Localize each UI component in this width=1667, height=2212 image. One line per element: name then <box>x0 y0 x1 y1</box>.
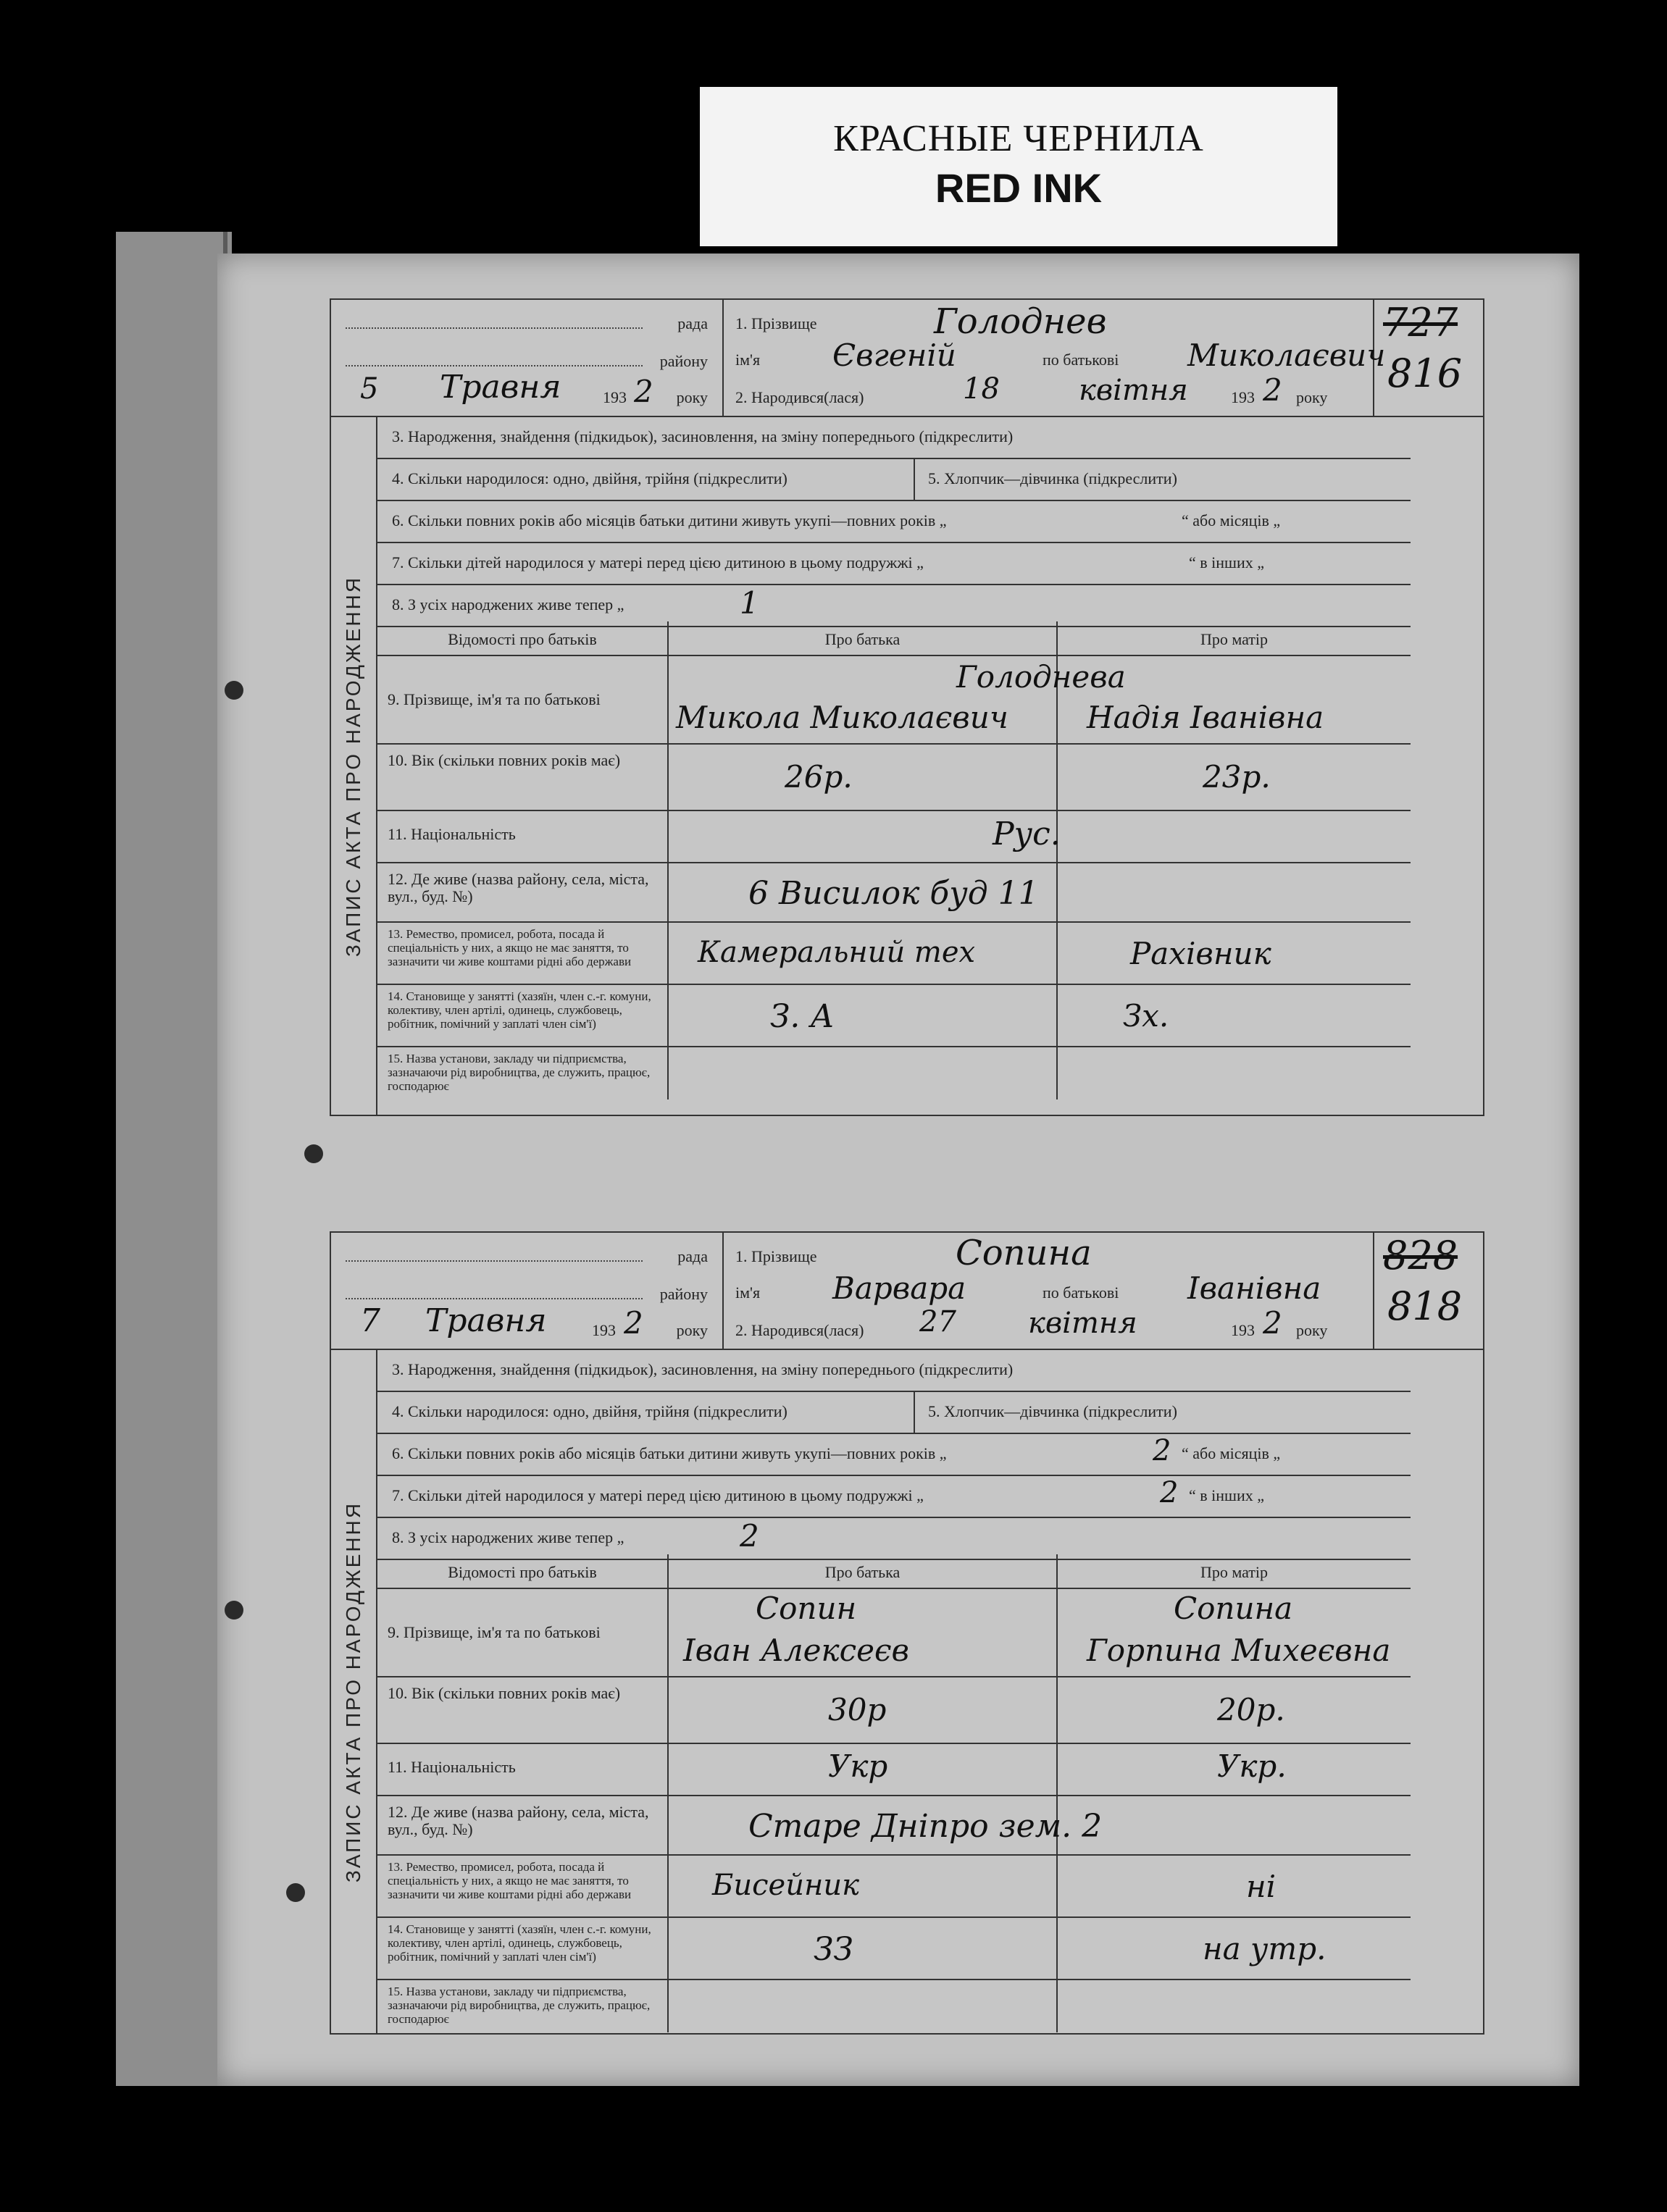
address: 6 Висилок буд 11 <box>748 875 1039 912</box>
rada-label: рада <box>677 1247 708 1265</box>
mother-name: Надія Іванівна <box>1087 700 1324 735</box>
q5-text: 5. Хлопчик—дівчинка (підкреслити) <box>928 469 1177 487</box>
r10-label: 10. Вік (скільки повних років має) <box>388 751 621 769</box>
r13-label: 13. Ремество, промисел, робота, посада й спеціальність у них, а якщо не має заняття, то зазначити чи живе коштами рідні або держави <box>388 1860 632 1901</box>
roku-label: року <box>1296 1321 1328 1339</box>
q8-text: 8. З усіх народжених живе тепер „ <box>392 595 624 613</box>
reg-day: 5 <box>360 372 379 406</box>
father-nationality: Укр <box>828 1748 888 1784</box>
mother-job: ні <box>1246 1869 1277 1904</box>
crossed-register-number: 828 <box>1383 1233 1458 1278</box>
q8-text: 8. З усіх народжених живе тепер „ <box>392 1528 624 1546</box>
year-prefix: 193 <box>1231 388 1255 406</box>
patronymic-label: по батькові <box>1043 351 1119 369</box>
th-father: Про батька <box>824 1563 901 1581</box>
reg-month: Травня <box>425 1302 547 1339</box>
born-month: квітня <box>1028 1307 1137 1340</box>
vertical-title: ЗАПИС АКТА ПРО НАРОДЖЕННЯ <box>331 417 377 1115</box>
born-year-digit: 2 <box>1263 1305 1282 1341</box>
father-name: Іван Алексеєв <box>683 1633 909 1668</box>
rada-label: рада <box>677 314 708 332</box>
q3-text: 3. Народження, знайдення (підкидьок), засиновлення, на зміну попереднього (підкреслити) <box>392 1360 1014 1378</box>
q6-text: 6. Скільки повних років або місяців батьки дитини живуть укупі—повних років „ <box>392 1444 947 1462</box>
r14-label: 14. Становище у занятті (хазяїн, член с.-г. комуни, колективу, член артілі, одинець, службовець, робітник, помічний у заплаті член сім'ї) <box>388 1922 651 1964</box>
label-line-en: RED INK <box>935 165 1103 211</box>
q7-text: 7. Скільки дітей народилося у матері перед цією дитиною в цьому подружжі „ <box>392 1486 924 1504</box>
reg-year-digit: 2 <box>634 374 653 409</box>
previous-sheet <box>116 232 232 2086</box>
q5-text: 5. Хлопчик—дівчинка (підкреслити) <box>928 1402 1177 1420</box>
mother-status: на утр. <box>1203 1931 1327 1966</box>
address: Старе Дніпро зем. 2 <box>748 1808 1103 1845</box>
r15-label: 15. Назва установи, закладу чи підприємства, зазначаючи рід виробництва, де служить, працює, господарює <box>388 1052 651 1093</box>
q7-text: 7. Скільки дітей народилося у матері перед цією дитиною в цьому подружжі „ <box>392 553 924 571</box>
q7b-text: “ в інших „ <box>1189 1486 1265 1504</box>
child-patronymic: Іванівна <box>1187 1270 1321 1306</box>
child-patronymic: Миколаєвич <box>1187 338 1386 373</box>
born-day: 18 <box>963 372 1000 406</box>
year-prefix: 193 <box>592 1321 616 1339</box>
reg-month: Травня <box>440 369 561 406</box>
r12-label: 12. Де живе (назва району, села, міста, вул., буд. №) <box>388 1803 649 1838</box>
mother-age: 23р. <box>1203 759 1271 795</box>
document-page <box>217 254 1579 2086</box>
name-label: ім'я <box>735 1283 761 1302</box>
born-label: 2. Народився(лася) <box>735 1321 864 1339</box>
r10-label: 10. Вік (скільки повних років має) <box>388 1684 621 1702</box>
father-job: Камеральний тех <box>698 936 976 969</box>
mother-age: 20р. <box>1217 1692 1285 1727</box>
r14-label: 14. Становище у занятті (хазяїн, член с.-г. комуни, колективу, член артілі, одинець, службовець, робітник, помічний у заплаті член сім'ї) <box>388 989 651 1031</box>
father-surname: Сопин <box>756 1591 857 1626</box>
punch-hole-icon <box>286 1883 305 1902</box>
vertical-title: ЗАПИС АКТА ПРО НАРОДЖЕННЯ <box>331 1350 377 2033</box>
child-surname: Сопина <box>956 1233 1092 1273</box>
mother-job: Рахівник <box>1130 936 1271 971</box>
r12-label: 12. Де живе (назва району, села, міста, вул., буд. №) <box>388 870 649 905</box>
father-status: З. А <box>770 998 835 1035</box>
mother-status: Зх. <box>1123 998 1169 1034</box>
red-ink-label <box>700 87 1337 246</box>
r9-label: 9. Прізвище, ім'я та по батькові <box>388 690 601 708</box>
q3-text: 3. Народження, знайдення (підкидьок), засиновлення, на зміну попереднього (підкреслити) <box>392 427 1014 445</box>
q4-text: 4. Скільки народилося: одно, двійня, трійня (підкреслити) <box>392 1402 787 1420</box>
r9-label: 9. Прізвище, ім'я та по батькові <box>388 1623 601 1641</box>
father-name: Микола Миколаєвич <box>676 700 1008 735</box>
mother-nationality: Укр. <box>1217 1748 1287 1784</box>
alive-count: 1 <box>740 585 759 621</box>
raion-label: району <box>659 352 708 370</box>
roku-label: року <box>1296 388 1328 406</box>
child-surname: Голоднев <box>934 301 1107 342</box>
born-month: квітня <box>1079 374 1188 407</box>
raion-label: району <box>659 1285 708 1303</box>
father-status: ЗЗ <box>814 1931 853 1968</box>
label-line-ru: КРАСНЫЕ ЧЕРНИЛА <box>833 118 1204 159</box>
child-name: Євгеній <box>832 338 956 373</box>
q6b-text: “ або місяців „ <box>1182 1444 1281 1462</box>
surname-label: 1. Прізвище <box>735 1247 817 1265</box>
th-info: Відомості про батьків <box>448 1563 597 1581</box>
reg-day: 7 <box>360 1302 380 1339</box>
r13-label: 13. Ремество, промисел, робота, посада й спеціальність у них, а якщо не має заняття, то зазначити чи живе коштами рідні або держави <box>388 927 632 968</box>
r11-label: 11. Національність <box>388 825 516 843</box>
q6-text: 6. Скільки повних років або місяців батьки дитини живуть укупі—повних років „ <box>392 511 947 529</box>
birth-record-2 <box>330 1231 1484 2035</box>
born-day: 27 <box>919 1305 956 1338</box>
register-number: 818 <box>1387 1283 1463 1329</box>
q4-text: 4. Скільки народилося: одно, двійня, трійня (підкреслити) <box>392 469 787 487</box>
child-name: Варвара <box>832 1270 966 1306</box>
th-father: Про батька <box>824 630 901 648</box>
mother-name: Горпина Михеєвна <box>1087 1633 1391 1668</box>
family-surname: Голоднева <box>956 659 1126 695</box>
r11-label: 11. Національність <box>388 1758 516 1776</box>
r15-label: 15. Назва установи, закладу чи підприємства, зазначаючи рід виробництва, де служить, працює, господарює <box>388 1985 651 2026</box>
roku-label: року <box>676 1321 708 1339</box>
father-age: 30р <box>828 1692 887 1727</box>
punch-hole-icon <box>225 681 243 700</box>
q7b-text: “ в інших „ <box>1189 553 1265 571</box>
th-mother: Про матір <box>1200 1563 1269 1581</box>
q6b-text: “ або місяців „ <box>1182 511 1281 529</box>
patronymic-label: по батькові <box>1043 1283 1119 1302</box>
years-together: 2 <box>1153 1434 1171 1467</box>
father-age: 26р. <box>785 759 853 795</box>
children-before: 2 <box>1160 1476 1179 1509</box>
born-label: 2. Народився(лася) <box>735 388 864 406</box>
crossed-register-number: 727 <box>1383 300 1458 345</box>
surname-label: 1. Прізвище <box>735 314 817 332</box>
born-year-digit: 2 <box>1263 372 1282 408</box>
birth-record-1 <box>330 298 1484 1116</box>
year-prefix: 193 <box>1231 1321 1255 1339</box>
register-number: 816 <box>1387 351 1463 396</box>
roku-label: року <box>676 388 708 406</box>
punch-hole-icon <box>304 1144 323 1163</box>
nationality: Рус. <box>993 816 1061 852</box>
year-prefix: 193 <box>603 388 627 406</box>
name-label: ім'я <box>735 351 761 369</box>
alive-count: 2 <box>740 1518 759 1554</box>
th-mother: Про матір <box>1200 630 1269 648</box>
th-info: Відомості про батьків <box>448 630 597 648</box>
reg-year-digit: 2 <box>624 1305 643 1341</box>
father-job: Бисейник <box>712 1869 859 1902</box>
punch-hole-icon <box>225 1601 243 1620</box>
mother-surname: Сопина <box>1174 1591 1293 1626</box>
